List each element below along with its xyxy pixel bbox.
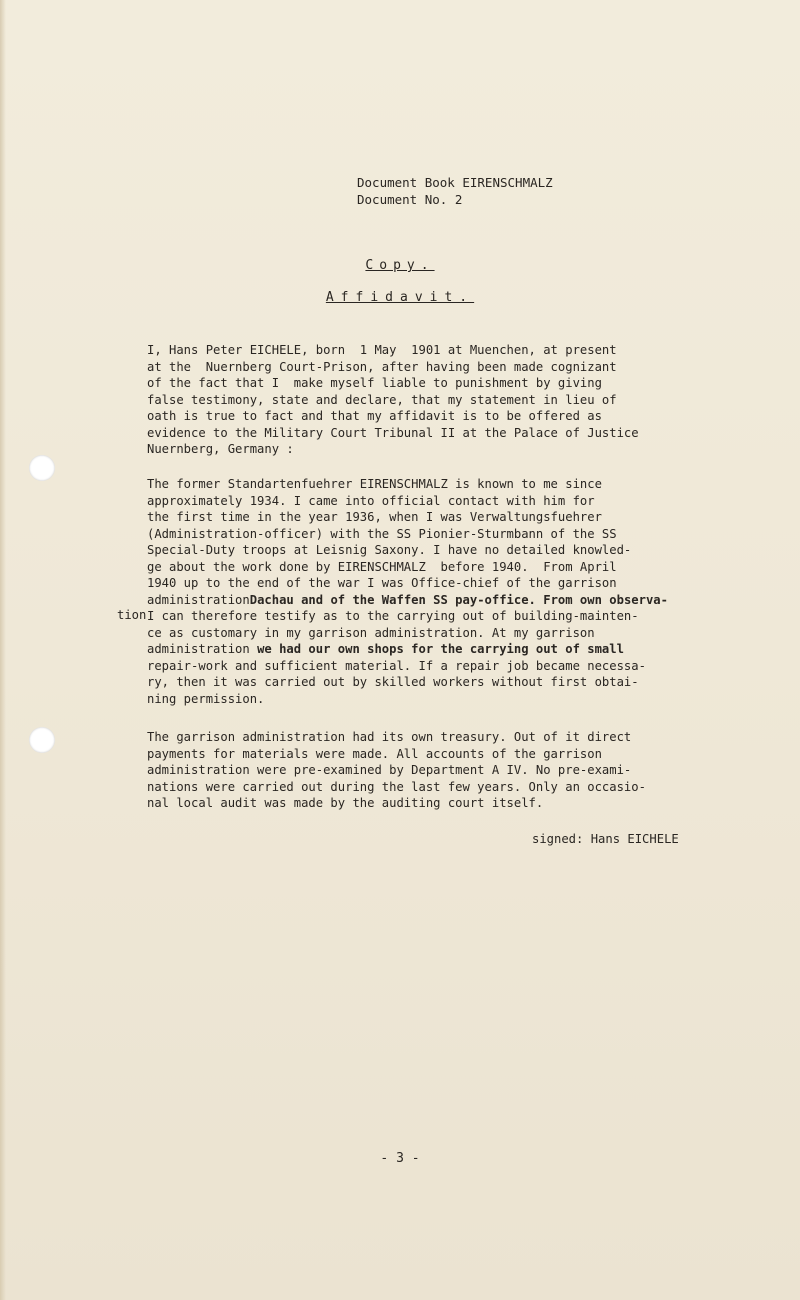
text-segment-bold: Dachau and of the Waffen SS pay-office. From own observa- — [249, 592, 668, 607]
signature-line: signed: Hans EICHELE — [532, 832, 679, 846]
punch-hole — [29, 455, 55, 481]
text-line: oath is true to fact and that my affidavit is to be offered as — [147, 409, 602, 423]
text-line: administration were pre-examined by Department A IV. No pre-exami- — [147, 763, 632, 777]
punch-hole — [29, 727, 55, 753]
text-line — [147, 641, 747, 658]
text-line: Nuernberg, Germany : — [147, 442, 294, 456]
page-number: - 3 - — [380, 1151, 420, 1166]
text-line: The garrison administration had its own treasury. Out of it direct — [147, 730, 632, 744]
text-line: ry, then it was carried out by skilled workers without first obtai- — [147, 675, 639, 689]
text-line: I, Hans Peter EICHELE, born 1 May 1901 at Muenchen, at present — [147, 343, 617, 357]
text-line: Special-Duty troops at Leisnig Saxony. I have no detailed knowled- — [147, 543, 632, 557]
text-line: the first time in the year 1936, when I was Verwaltungsfuehrer — [147, 510, 602, 524]
text-line: The former Standartenfuehrer EIRENSCHMALZ is known to me since — [147, 477, 602, 491]
text-line: ge about the work done by EIRENSCHMALZ before 1940. From April — [147, 559, 617, 574]
text-line: 1940 up to the end of the war I was Office-chief of the garrison — [147, 576, 617, 590]
text-segment: administration — [147, 592, 250, 607]
text-line: repair-work and sufficient material. If a repair job became necessa- — [147, 658, 646, 673]
text-line: I can therefore testify as to the carrying out of building-mainten- — [147, 609, 639, 623]
text-line: approximately 1934. I came into official contact with him for — [147, 493, 595, 508]
text-line: false testimony, state and declare, that my statement in lieu of — [147, 392, 617, 407]
document-reference — [357, 174, 553, 208]
affidavit-title: Affidavit. — [325, 290, 475, 305]
copy-heading: Copy. — [365, 258, 435, 273]
text-segment: administration — [147, 642, 258, 656]
text-line: evidence to the Military Court Tribunal II at the Palace of Justice — [147, 425, 639, 440]
text-line: ning permission. — [147, 691, 265, 706]
text-line: payments for materials were made. All accounts of the garrison — [147, 746, 602, 761]
text-line: at the Nuernberg Court-Prison, after having been made cognizant — [147, 359, 617, 374]
text-line: nations were carried out during the last few years. Only an occasio- — [147, 779, 646, 794]
text-line — [147, 592, 747, 609]
text-line: (Administration-officer) with the SS Pionier-Sturmbann of the SS — [147, 526, 617, 541]
document-book-line: Document Book EIRENSCHMALZ — [357, 175, 553, 190]
text-line: of the fact that I make myself liable to punishment by giving — [147, 376, 602, 390]
text-segment-bold: we had our own shops for the carrying out of small — [257, 642, 624, 656]
page-edge-shadow — [0, 0, 6, 1300]
text-line: ce as customary in my garrison administration. At my garrison — [147, 625, 595, 640]
document-number-line: Document No. 2 — [357, 192, 463, 207]
text-line: nal local audit was made by the auditing court itself. — [147, 796, 544, 810]
margin-word: tion — [117, 608, 147, 622]
